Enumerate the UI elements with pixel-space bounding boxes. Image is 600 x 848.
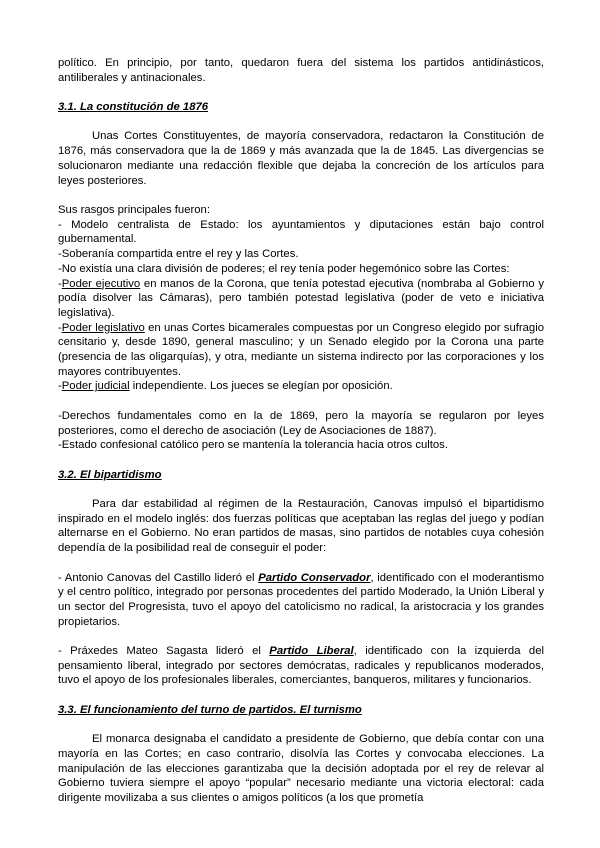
feature-poder-judicial — [58, 379, 544, 394]
exec-text: en manos de la Corona, que tenía potestad ejecutiva (nombraba al Gobierno y podía disolver las Cámaras), pero también potestad legislativa (poder de veto e iniciativa legislativa). — [58, 277, 544, 319]
section-heading-constitucion: 3.1. La constitución de 1876 — [58, 101, 209, 114]
jud-prefix: - — [58, 380, 62, 393]
intro-paragraph: político. En principio, por tanto, quedaron fuera del sistema los partidos antidinásticos, antiliberales y antinacionales. — [58, 57, 544, 84]
feature-division-poderes: -No existía una clara división de poderes; el rey tenía poder hegemónico sobre las Cortes: — [58, 262, 510, 275]
feature-soberania: -Soberanía compartida entre el rey y las Cortes. — [58, 248, 299, 261]
feature-centralismo: - Modelo centralista de Estado: los ayuntamientos y diputaciones están bajo control gubernamental. — [58, 218, 544, 246]
bipartidismo-paragraph: Para dar estabilidad al régimen de la Restauración, Canovas impulsó el bipartidismo inspirado en el modelo inglés: dos fuerzas políticas que aceptaban las reglas del juego y podían alternarse en el Gobierno. No eran partidos de masas, sino partidos de notables cuya cohesión dependía de la posibilidad real de conseguir el poder: — [58, 498, 544, 555]
term-poder-legislativo: Poder legislativo — [61, 321, 145, 334]
partido-conservador-paragraph — [58, 571, 544, 630]
feature-poder-legislativo — [58, 321, 544, 380]
features-intro: Sus rasgos principales fueron: — [58, 203, 210, 216]
constitucion-paragraph: Unas Cortes Constituyentes, de mayoría conservadora, redactaron la Constitución de 1876, más conservadora que la de 1869 y más avanzada que la de 1845. Las divergencias se solucionaron mediante una redacción flexible que dejaba la concreción de los artículos para leyes posteriores. — [58, 130, 544, 187]
feature-derechos: -Derechos fundamentales como en la de 1869, pero la mayoría se regularon por leyes posteriores, como el derecho de asociación (Ley de Asociaciones de 1887). — [58, 409, 544, 437]
term-poder-ejecutivo: Poder ejecutivo — [61, 277, 141, 290]
leg-text: en unas Cortes bicamerales compuestas por un Congreso elegido por sufragio censitario y, desde 1890, general masculino; y un Senado elegido por la Corona una parte (presencia de las oligarquías), y otra, mediante un sistema indirecto por las corporaciones y los mayores contribuyentes. — [58, 321, 545, 378]
cons-after: , identificado con el moderantismo y el centro político, integrado por personas procedentes del partido Moderado, la Unión Liberal y un sector del Progresista, tuvo el apoyo del catolicismo no radical, la aristocracia y los grandes propietarios. — [58, 571, 544, 628]
section-heading-bipartidismo: 3.2. El bipartidismo — [58, 468, 162, 481]
partido-liberal-paragraph — [58, 644, 544, 688]
jud-text: independiente. Los jueces se elegían por oposición. — [129, 380, 393, 393]
feature-estado-confesional: -Estado confesional católico pero se mantenía la tolerancia hacia otros cultos. — [58, 439, 448, 452]
section-heading-turnismo: 3.3. El funcionamiento del turno de partidos. El turnismo — [58, 703, 362, 716]
turnismo-text-b: La manipulación de las elecciones garantizaba que la decisión adoptada por el rey de relevar al Gobierno tuviera siempre el apoyo “popular” necesario mediante una victoria electoral: cada dirigente movilizaba a sus clientes o amigos políticos (a los que prometía — [58, 747, 544, 804]
turnismo-paragraph — [58, 732, 544, 806]
feature-poder-ejecutivo — [58, 277, 544, 321]
leg-prefix: - — [58, 321, 62, 334]
term-partido-conservador: Partido Conservador — [258, 571, 371, 584]
document-body — [58, 56, 544, 806]
term-partido-liberal: Partido Liberal — [269, 645, 354, 657]
cons-before: - Antonio Canovas del Castillo lideró el — [58, 571, 259, 584]
term-poder-judicial: Poder judicial — [61, 380, 130, 393]
lib-after: , identificado con la izquierda del pensamiento liberal, integrado por sectores demócratas, radicales y republicanos moderados, tuvo el apoyo de los profesionales liberales, comerciantes, banqueros, militares y funcionarios. — [58, 645, 544, 687]
exec-prefix: - — [58, 277, 62, 290]
lib-before: - Práxedes Mateo Sagasta lideró el — [58, 645, 270, 657]
turnismo-text-a: El monarca designaba el candidato a presidente de Gobierno, que debía contar con una mayoría en las Cortes; en caso contrario, disolvía las Cortes y convocaba elecciones. — [58, 733, 544, 760]
